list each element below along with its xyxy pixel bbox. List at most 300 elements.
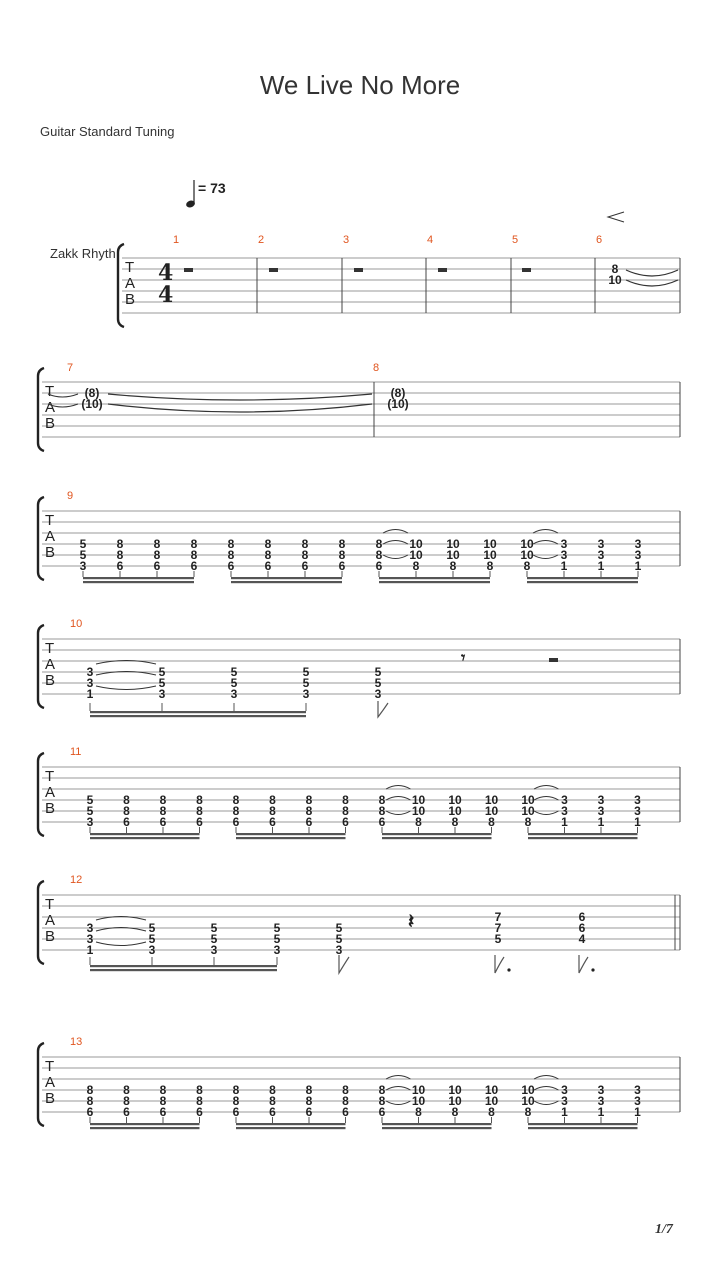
slur xyxy=(534,1101,559,1105)
fret-number: 5 xyxy=(86,793,94,807)
fret-number: 5 xyxy=(158,676,166,690)
slur xyxy=(386,1076,411,1080)
fret-number: 5 xyxy=(86,804,94,818)
fret-number: 1 xyxy=(561,1105,568,1119)
fret-number: 8 xyxy=(232,793,240,807)
beam xyxy=(382,1123,492,1125)
fret-number: 3 xyxy=(597,548,605,562)
measure-number: 8 xyxy=(373,362,380,374)
beam xyxy=(382,833,492,835)
fret-number: 1 xyxy=(561,815,568,829)
system-bracket xyxy=(38,1043,44,1126)
fret-number: 6 xyxy=(116,559,124,573)
fret-number: (8) xyxy=(390,386,406,400)
fret-number: 5 xyxy=(79,548,87,562)
system-bracket xyxy=(38,368,44,451)
fret-number: 6 xyxy=(159,815,167,829)
fret-number: 5 xyxy=(230,676,238,690)
fret-number: 3 xyxy=(634,804,641,818)
fret-number: 5 xyxy=(273,921,281,935)
fret-number: 3 xyxy=(273,943,281,957)
tab-letter: T xyxy=(45,512,55,529)
fret-number: 10 xyxy=(448,1094,462,1108)
slur xyxy=(386,786,411,790)
fret-number: 8 xyxy=(305,804,313,818)
fret-number: 6 xyxy=(123,815,130,829)
fret-number: 6 xyxy=(338,559,346,573)
fret-number: 8 xyxy=(488,1105,495,1119)
beam xyxy=(83,577,194,579)
fret-number: 10 xyxy=(521,1083,535,1097)
eighth-rest-icon: 𝄾 xyxy=(461,650,466,667)
fret-number: 8 xyxy=(378,1083,386,1097)
beam xyxy=(236,837,346,839)
fret-number: 8 xyxy=(305,1083,313,1097)
tab-letter: A xyxy=(45,399,56,416)
fret-number: 8 xyxy=(159,1094,167,1108)
fret-number: 1 xyxy=(597,815,605,829)
fret-number: 3 xyxy=(302,687,310,701)
fret-number: 3 xyxy=(148,943,156,957)
fret-number: 5 xyxy=(374,665,382,679)
fret-number: 8 xyxy=(375,537,383,551)
fret-number: 8 xyxy=(611,262,619,276)
fret-number: 10 xyxy=(448,1083,462,1097)
fret-number: 3 xyxy=(597,793,605,807)
fret-number: 10 xyxy=(448,804,462,818)
beam xyxy=(382,1127,492,1129)
fret-number: 1 xyxy=(86,687,94,701)
fret-number: 10 xyxy=(520,537,534,551)
fret-number: 6 xyxy=(578,921,586,935)
fret-number: 8 xyxy=(264,548,272,562)
slur xyxy=(534,1087,559,1091)
fret-number: 6 xyxy=(305,1105,313,1119)
measure-number: 11 xyxy=(70,746,82,758)
fret-number: 3 xyxy=(597,537,605,551)
beam xyxy=(90,1123,200,1125)
system-bracket xyxy=(118,244,124,327)
fret-number: 8 xyxy=(196,804,203,818)
fret-number: 10 xyxy=(409,548,423,562)
tab-letter: B xyxy=(45,672,56,689)
measure-number: 6 xyxy=(596,234,603,246)
fret-number: 8 xyxy=(196,793,203,807)
fret-number: 10 xyxy=(446,537,460,551)
fret-number: 8 xyxy=(451,1105,459,1119)
fret-number: 7 xyxy=(494,910,502,924)
fret-number: 8 xyxy=(524,1105,532,1119)
beam xyxy=(90,965,277,967)
system-bracket xyxy=(38,497,44,580)
measure-number: 2 xyxy=(258,234,265,246)
fret-number: 5 xyxy=(230,665,238,679)
tab-letter: A xyxy=(45,1074,56,1091)
fret-number: 8 xyxy=(269,1094,276,1108)
eighth-flag xyxy=(495,955,504,973)
beam xyxy=(236,833,346,835)
fret-number: 3 xyxy=(86,665,94,679)
beam xyxy=(528,1127,638,1129)
whole-rest xyxy=(354,268,363,272)
tab-letter: B xyxy=(45,415,56,432)
fret-number: 8 xyxy=(269,793,276,807)
tempo-value: = 73 xyxy=(198,180,226,196)
fret-number: 6 xyxy=(153,559,161,573)
fret-number: 5 xyxy=(335,932,343,946)
fret-number: 3 xyxy=(634,793,641,807)
dot xyxy=(507,968,510,971)
tab-letter: B xyxy=(125,291,136,308)
fret-number: 6 xyxy=(342,815,349,829)
fret-number: 8 xyxy=(524,815,532,829)
fret-number: 10 xyxy=(483,537,497,551)
beam xyxy=(527,581,638,583)
tab-letter: A xyxy=(45,528,56,545)
fret-number: 8 xyxy=(488,815,495,829)
fret-number: 3 xyxy=(561,804,568,818)
fret-number: 10 xyxy=(411,1094,426,1108)
tab-letter: T xyxy=(45,640,55,657)
tie xyxy=(108,404,372,412)
slur xyxy=(534,786,559,790)
measure-number: 10 xyxy=(70,618,83,630)
slur xyxy=(534,1076,559,1080)
fret-number: 3 xyxy=(561,1083,568,1097)
eighth-flag xyxy=(378,701,388,717)
system-bracket xyxy=(38,881,44,964)
fret-number: 3 xyxy=(230,687,238,701)
page-number: 1/7 xyxy=(655,1222,673,1237)
fret-number: 8 xyxy=(123,1083,130,1097)
fret-number: 8 xyxy=(415,815,422,829)
fret-number: 8 xyxy=(232,1083,240,1097)
eighth-flag xyxy=(339,955,349,973)
measure-number: 7 xyxy=(67,362,74,374)
fret-number: 10 xyxy=(446,548,460,562)
fret-number: 3 xyxy=(86,921,94,935)
fret-number: 10 xyxy=(411,1083,426,1097)
song-title: We Live No More xyxy=(259,70,461,100)
fret-number: 6 xyxy=(227,559,235,573)
fret-number: 7 xyxy=(494,921,502,935)
fret-number: 10 xyxy=(521,793,535,807)
time-signature: 4 xyxy=(158,260,174,286)
fret-number: 8 xyxy=(486,559,494,573)
measure-number: 4 xyxy=(427,234,434,246)
whole-rest xyxy=(549,658,558,662)
fret-number: 8 xyxy=(123,1094,130,1108)
tab-letter: T xyxy=(45,1058,55,1075)
fret-number: 10 xyxy=(484,1083,499,1097)
fret-number: 8 xyxy=(269,804,276,818)
fret-number: 8 xyxy=(86,1083,94,1097)
fret-number: 8 xyxy=(196,1094,203,1108)
instrument-name: Zakk Rhyth xyxy=(50,246,116,261)
fret-number: 10 xyxy=(409,537,423,551)
measure-number: 9 xyxy=(67,490,74,502)
fret-number: 3 xyxy=(597,1094,605,1108)
fret-number: 8 xyxy=(342,1083,349,1097)
time-signature: 4 xyxy=(158,282,174,308)
whole-rest xyxy=(269,268,278,272)
slur xyxy=(96,942,146,946)
measure-number: 1 xyxy=(173,234,180,246)
tab-letter: B xyxy=(45,928,56,945)
fret-number: 5 xyxy=(494,932,502,946)
fret-number: 10 xyxy=(520,548,534,562)
fret-number: 6 xyxy=(264,559,272,573)
fret-number: 10 xyxy=(411,804,426,818)
fret-number: 8 xyxy=(227,548,235,562)
slur xyxy=(96,686,156,690)
fret-number: 1 xyxy=(597,559,605,573)
fret-number: 6 xyxy=(378,815,386,829)
fret-number: 8 xyxy=(523,559,531,573)
beam xyxy=(236,1127,346,1129)
fret-number: 6 xyxy=(86,1105,94,1119)
fret-number: 5 xyxy=(210,921,218,935)
fret-number: 3 xyxy=(210,943,218,957)
fret-number: 8 xyxy=(232,804,240,818)
fret-number: 3 xyxy=(86,932,94,946)
fret-number: 1 xyxy=(634,559,642,573)
slur xyxy=(386,797,411,801)
tuning-label: Guitar Standard Tuning xyxy=(40,124,175,139)
fret-number: 8 xyxy=(342,793,349,807)
fret-number: 1 xyxy=(597,1105,605,1119)
fret-number: 5 xyxy=(79,537,87,551)
fret-number: 3 xyxy=(634,548,642,562)
fret-number: 3 xyxy=(634,537,642,551)
slur xyxy=(383,555,408,559)
fret-number: 3 xyxy=(597,1083,605,1097)
fret-number: 8 xyxy=(449,559,457,573)
fret-number: 10 xyxy=(484,804,499,818)
tab-letter: T xyxy=(45,383,55,400)
tie xyxy=(626,280,678,286)
beam xyxy=(90,833,200,835)
fret-number: 3 xyxy=(560,548,568,562)
whole-rest xyxy=(438,268,447,272)
fret-number: 6 xyxy=(159,1105,167,1119)
fret-number: 1 xyxy=(634,815,641,829)
slur xyxy=(533,541,558,545)
fret-number: 10 xyxy=(521,804,535,818)
quarter-rest-icon: 𝄽 xyxy=(408,911,415,933)
fret-number: 10 xyxy=(411,793,426,807)
fret-number: 8 xyxy=(159,804,167,818)
fret-number: 8 xyxy=(305,793,313,807)
beam xyxy=(90,969,277,971)
fret-number: 3 xyxy=(158,687,166,701)
eighth-flag xyxy=(579,955,588,973)
fret-number: 6 xyxy=(578,910,586,924)
fret-number: 5 xyxy=(148,921,156,935)
fret-number: 6 xyxy=(269,815,276,829)
fret-number: 8 xyxy=(123,793,130,807)
fret-number: 6 xyxy=(305,815,313,829)
fret-number: 6 xyxy=(196,1105,203,1119)
fret-number: (10) xyxy=(81,397,103,411)
fret-number: 3 xyxy=(335,943,343,957)
fret-number: 5 xyxy=(374,676,382,690)
tab-letter: T xyxy=(45,896,55,913)
fret-number: 8 xyxy=(338,537,346,551)
fret-number: 8 xyxy=(301,548,309,562)
fret-number: (10) xyxy=(387,397,409,411)
beam xyxy=(528,837,638,839)
fret-number: 6 xyxy=(123,1105,130,1119)
fret-number: 3 xyxy=(560,537,568,551)
slur xyxy=(386,1101,411,1105)
fret-number: 10 xyxy=(484,1094,499,1108)
system-bracket xyxy=(38,625,44,708)
slur xyxy=(383,541,408,545)
fret-number: 8 xyxy=(190,537,198,551)
beam xyxy=(236,1123,346,1125)
fret-number: 6 xyxy=(232,815,240,829)
slur xyxy=(534,811,559,815)
tab-letter: A xyxy=(45,912,56,929)
fret-number: 3 xyxy=(634,1094,641,1108)
measure-number: 13 xyxy=(70,1036,83,1048)
fret-number: 8 xyxy=(190,548,198,562)
fret-number: 3 xyxy=(597,804,605,818)
fret-number: 8 xyxy=(159,1083,167,1097)
measure-number: 3 xyxy=(343,234,350,246)
fret-number: 8 xyxy=(378,793,386,807)
crescendo-icon xyxy=(608,212,624,222)
fret-number: 8 xyxy=(116,548,124,562)
fret-number: 6 xyxy=(342,1105,349,1119)
fret-number: 8 xyxy=(269,1083,276,1097)
fret-number: 10 xyxy=(521,1094,535,1108)
slur xyxy=(533,555,558,559)
beam xyxy=(90,837,200,839)
fret-number: 8 xyxy=(342,1094,349,1108)
fret-number: 8 xyxy=(196,1083,203,1097)
measure-number: 5 xyxy=(512,234,519,246)
tab-letter: A xyxy=(45,656,56,673)
fret-number: 8 xyxy=(412,559,420,573)
tab-letter: B xyxy=(45,544,56,561)
beam xyxy=(90,1127,200,1129)
fret-number: 3 xyxy=(561,1094,568,1108)
fret-number: 8 xyxy=(86,1094,94,1108)
slur xyxy=(534,797,559,801)
fret-number: 8 xyxy=(264,537,272,551)
fret-number: 8 xyxy=(153,548,161,562)
beam xyxy=(90,715,306,717)
fret-number: 1 xyxy=(634,1105,641,1119)
fret-number: 10 xyxy=(483,548,497,562)
slur xyxy=(386,811,411,815)
system-bracket xyxy=(38,753,44,836)
measure-number: 12 xyxy=(70,874,83,886)
fret-number: 3 xyxy=(86,676,94,690)
beam xyxy=(528,833,638,835)
whole-rest xyxy=(184,268,193,272)
fret-number: 8 xyxy=(342,804,349,818)
tab-letter: A xyxy=(45,784,56,801)
fret-number: 4 xyxy=(578,932,586,946)
beam xyxy=(231,581,342,583)
tab-letter: T xyxy=(45,768,55,785)
beam xyxy=(90,711,306,713)
tab-letter: A xyxy=(125,275,136,292)
tab-letter: B xyxy=(45,1090,56,1107)
fret-number: 6 xyxy=(190,559,198,573)
fret-number: 3 xyxy=(561,793,568,807)
beam xyxy=(527,577,638,579)
fret-number: 3 xyxy=(79,559,87,573)
fret-number: 8 xyxy=(301,537,309,551)
fret-number: 5 xyxy=(158,665,166,679)
tab-letter: T xyxy=(125,259,135,276)
slur xyxy=(533,530,558,534)
beam xyxy=(382,837,492,839)
fret-number: 6 xyxy=(375,559,383,573)
fret-number: 1 xyxy=(560,559,568,573)
fret-number: 8 xyxy=(375,548,383,562)
fret-number: 6 xyxy=(301,559,309,573)
slur xyxy=(383,530,408,534)
fret-number: 6 xyxy=(232,1105,240,1119)
fret-number: 3 xyxy=(86,815,94,829)
fret-number: 6 xyxy=(269,1105,276,1119)
tie xyxy=(626,270,678,276)
beam xyxy=(379,577,490,579)
beam xyxy=(379,581,490,583)
whole-rest xyxy=(522,268,531,272)
fret-number: 5 xyxy=(273,932,281,946)
fret-number: 8 xyxy=(116,537,124,551)
beam xyxy=(83,581,194,583)
slur xyxy=(386,1087,411,1091)
fret-number: 5 xyxy=(302,665,310,679)
fret-number: 8 xyxy=(415,1105,422,1119)
fret-number: 6 xyxy=(378,1105,386,1119)
fret-number: 8 xyxy=(338,548,346,562)
fret-number: 5 xyxy=(335,921,343,935)
fret-number: 8 xyxy=(159,793,167,807)
fret-number: (8) xyxy=(84,386,100,400)
fret-number: 3 xyxy=(374,687,382,701)
fret-number: 1 xyxy=(86,943,94,957)
fret-number: 5 xyxy=(210,932,218,946)
fret-number: 5 xyxy=(148,932,156,946)
fret-number: 10 xyxy=(448,793,462,807)
fret-number: 8 xyxy=(378,804,386,818)
fret-number: 10 xyxy=(608,273,622,287)
fret-number: 6 xyxy=(196,815,203,829)
fret-number: 8 xyxy=(227,537,235,551)
tab-letter: B xyxy=(45,800,56,817)
beam xyxy=(231,577,342,579)
fret-number: 3 xyxy=(634,1083,641,1097)
fret-number: 10 xyxy=(484,793,499,807)
dot xyxy=(591,968,594,971)
fret-number: 8 xyxy=(378,1094,386,1108)
fret-number: 8 xyxy=(232,1094,240,1108)
beam xyxy=(528,1123,638,1125)
tie xyxy=(108,394,372,400)
fret-number: 8 xyxy=(305,1094,313,1108)
fret-number: 8 xyxy=(153,537,161,551)
fret-number: 8 xyxy=(451,815,459,829)
fret-number: 5 xyxy=(302,676,310,690)
